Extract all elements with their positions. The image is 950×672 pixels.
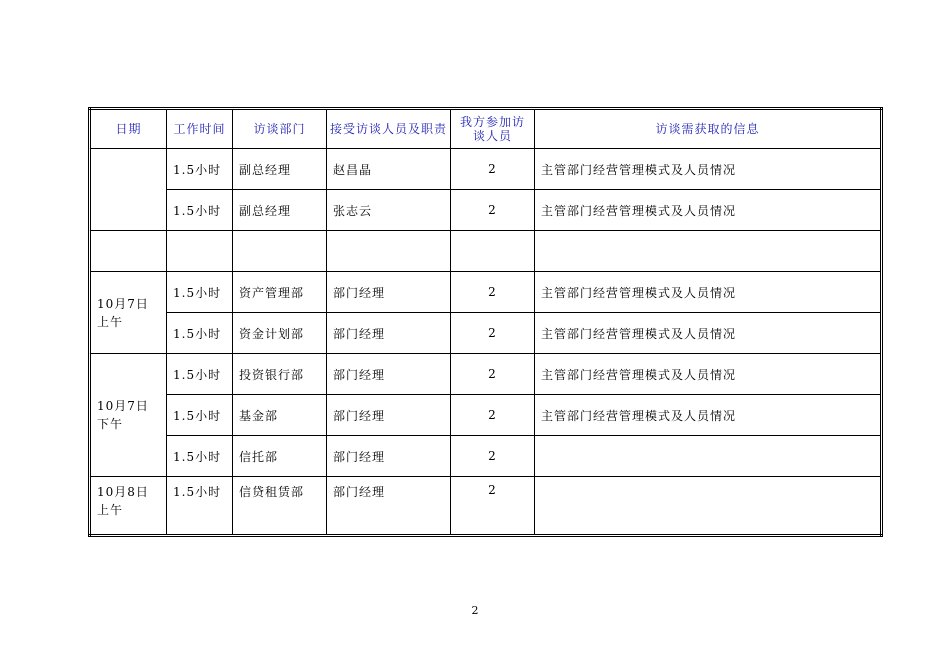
info-cell: 主管部门经营管理模式及人员情况: [535, 190, 882, 231]
header-info: 访谈需获取的信息: [535, 109, 882, 149]
header-interviewee: 接受访谈人员及职责: [327, 109, 451, 149]
table-row: [90, 190, 882, 231]
department-cell: 副总经理: [233, 190, 327, 231]
duration-cell: 1.5小时: [167, 313, 233, 354]
header-department: 访谈部门: [233, 109, 327, 149]
date-cell: 10月8日上午: [90, 477, 167, 536]
department-cell: [233, 231, 327, 272]
our-staff-cell: 2: [451, 354, 535, 395]
info-cell: 主管部门经营管理模式及人员情况: [535, 313, 882, 354]
interviewee-cell: 张志云: [327, 190, 451, 231]
info-cell: [535, 436, 882, 477]
date-cell: 10月7日下午: [90, 354, 167, 477]
interviewee-cell: 部门经理: [327, 313, 451, 354]
duration-cell: [167, 231, 233, 272]
department-cell: 副总经理: [233, 149, 327, 190]
department-cell: 信贷租赁部: [233, 477, 327, 536]
info-cell: [535, 231, 882, 272]
duration-cell: 1.5小时: [167, 477, 233, 536]
table-row: [90, 149, 882, 190]
duration-cell: 1.5小时: [167, 190, 233, 231]
interview-schedule-table: [88, 107, 883, 537]
interviewee-cell: 部门经理: [327, 477, 451, 536]
our-staff-cell: 2: [451, 395, 535, 436]
table-row: [90, 477, 882, 536]
interviewee-cell: 部门经理: [327, 272, 451, 313]
duration-cell: 1.5小时: [167, 436, 233, 477]
table-row: [90, 313, 882, 354]
table-header-row: [90, 109, 882, 149]
department-cell: 资产管理部: [233, 272, 327, 313]
table-row: [90, 395, 882, 436]
interviewee-cell: [327, 231, 451, 272]
our-staff-cell: 2: [451, 313, 535, 354]
duration-cell: 1.5小时: [167, 272, 233, 313]
our-staff-cell: 2: [451, 190, 535, 231]
info-cell: 主管部门经营管理模式及人员情况: [535, 354, 882, 395]
info-cell: 主管部门经营管理模式及人员情况: [535, 149, 882, 190]
our-staff-cell: [451, 231, 535, 272]
date-cell: [90, 149, 167, 231]
interviewee-cell: 赵昌晶: [327, 149, 451, 190]
header-duration: 工作时间: [167, 109, 233, 149]
table-row: [90, 272, 882, 313]
info-cell: [535, 477, 882, 536]
date-cell: 10月7日上午: [90, 272, 167, 354]
duration-cell: 1.5小时: [167, 354, 233, 395]
interviewee-cell: 部门经理: [327, 354, 451, 395]
interviewee-cell: 部门经理: [327, 436, 451, 477]
department-cell: 投资银行部: [233, 354, 327, 395]
date-cell: [90, 231, 167, 272]
table-row-empty: [90, 231, 882, 272]
department-cell: 信托部: [233, 436, 327, 477]
our-staff-cell: 2: [451, 149, 535, 190]
our-staff-cell: 2: [451, 272, 535, 313]
table-row: [90, 354, 882, 395]
duration-cell: 1.5小时: [167, 149, 233, 190]
table-row: [90, 436, 882, 477]
info-cell: 主管部门经营管理模式及人员情况: [535, 395, 882, 436]
page-number: 2: [471, 604, 479, 617]
info-cell: 主管部门经营管理模式及人员情况: [535, 272, 882, 313]
interviewee-cell: 部门经理: [327, 395, 451, 436]
our-staff-cell: 2: [451, 436, 535, 477]
header-our-staff: 我方参加访谈人员: [451, 109, 535, 149]
department-cell: 基金部: [233, 395, 327, 436]
duration-cell: 1.5小时: [167, 395, 233, 436]
our-staff-cell: 2: [451, 477, 535, 536]
department-cell: 资金计划部: [233, 313, 327, 354]
header-date: 日期: [90, 109, 167, 149]
